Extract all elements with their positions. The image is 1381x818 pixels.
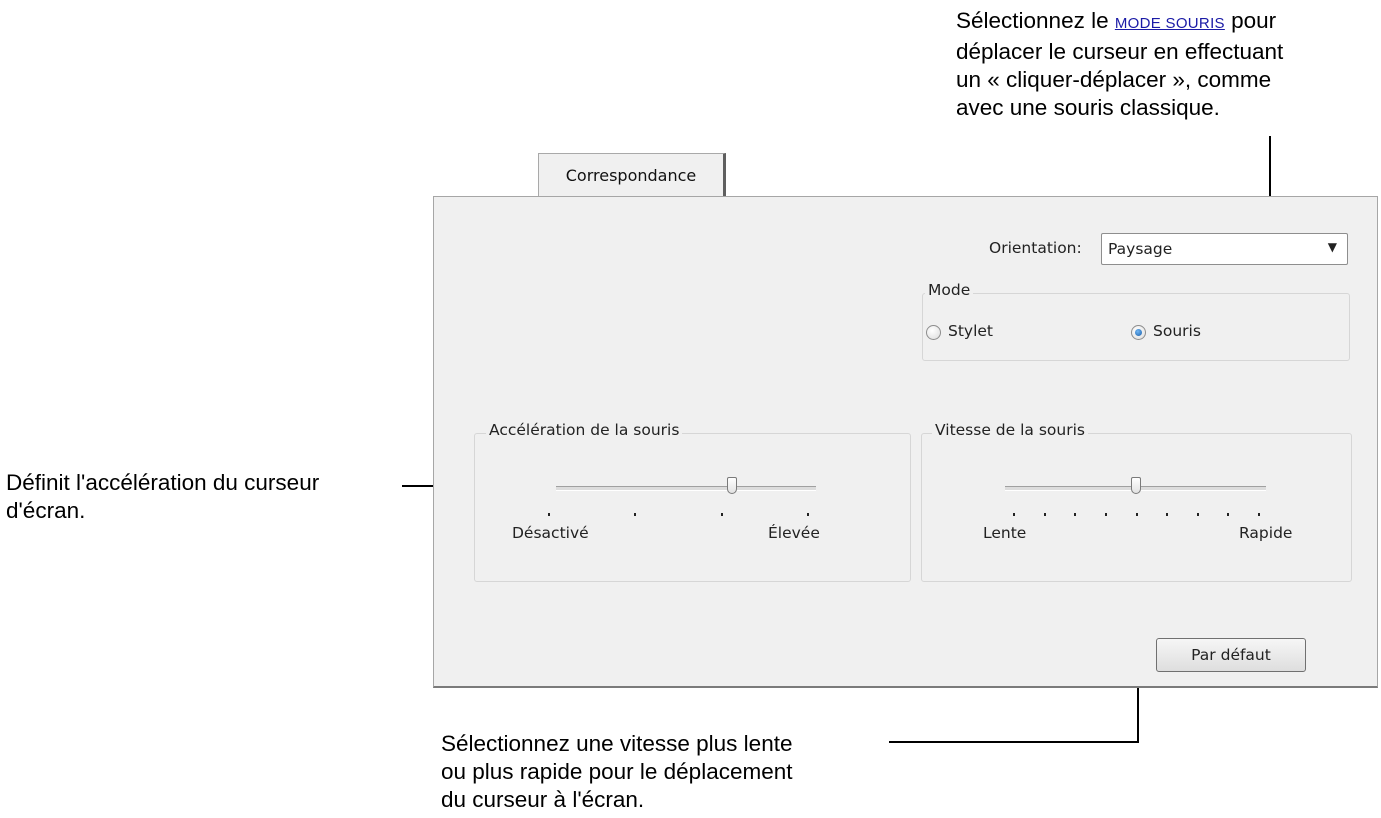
callout-text: ou plus rapide pour le déplacement (441, 759, 793, 784)
callout-text: Définit l'accélération du curseur (6, 470, 320, 495)
callout-text: du curseur à l'écran. (441, 787, 645, 812)
callout-text: Sélectionnez une vitesse plus lente (441, 731, 793, 756)
radio-souris[interactable] (1131, 325, 1146, 340)
acceleration-group-label: Accélération de la souris (486, 421, 682, 439)
acceleration-max-label: Élevée (768, 524, 820, 542)
callout-text: Sélectionnez le (956, 8, 1115, 33)
speed-max-label: Rapide (1239, 524, 1293, 542)
orientation-label: Orientation: (989, 239, 1082, 257)
speed-group (921, 433, 1352, 582)
slider-tick (1197, 513, 1199, 516)
tab-correspondance[interactable]: Correspondance (538, 153, 726, 197)
dropdown-arrow-icon: ▼ (1327, 240, 1337, 254)
speed-slider-thumb[interactable] (1131, 477, 1141, 494)
slider-tick (1166, 513, 1168, 516)
slider-tick (1258, 513, 1260, 516)
mode-souris-link[interactable]: MODE SOURIS (1114, 15, 1225, 32)
callout-mouse-mode (956, 7, 1283, 122)
leader-line-speed (889, 741, 1139, 743)
callout-speed (441, 730, 793, 814)
callout-text: avec une souris classique. (956, 95, 1220, 120)
slider-tick (807, 513, 809, 516)
slider-tick (634, 513, 636, 516)
acceleration-slider-track (556, 486, 816, 491)
mode-group-label: Mode (925, 281, 973, 299)
slider-tick (548, 513, 550, 516)
callout-text: déplacer le curseur en effectuant (956, 39, 1284, 64)
speed-group-label: Vitesse de la souris (932, 421, 1088, 439)
speed-min-label: Lente (983, 524, 1027, 542)
acceleration-slider-thumb[interactable] (727, 477, 737, 494)
callout-text: un « cliquer-déplacer », comme (956, 67, 1272, 92)
radio-souris-label: Souris (1153, 322, 1201, 340)
acceleration-min-label: Désactivé (512, 524, 589, 542)
callout-text: pour (1224, 8, 1277, 33)
callout-text: d'écran. (6, 498, 86, 523)
slider-tick (721, 513, 723, 516)
slider-tick (1136, 513, 1138, 516)
callout-acceleration (6, 469, 319, 525)
orientation-value: Paysage (1108, 240, 1173, 258)
orientation-select[interactable] (1101, 233, 1348, 265)
slider-tick (1044, 513, 1046, 516)
settings-panel (433, 196, 1378, 688)
radio-stylet[interactable] (926, 325, 941, 340)
radio-selected-dot (1135, 329, 1142, 336)
slider-tick (1013, 513, 1015, 516)
radio-stylet-label: Stylet (948, 322, 994, 340)
default-button[interactable]: Par défaut (1156, 638, 1306, 672)
slider-tick (1074, 513, 1076, 516)
slider-tick (1105, 513, 1107, 516)
slider-tick (1227, 513, 1229, 516)
acceleration-group (474, 433, 911, 582)
